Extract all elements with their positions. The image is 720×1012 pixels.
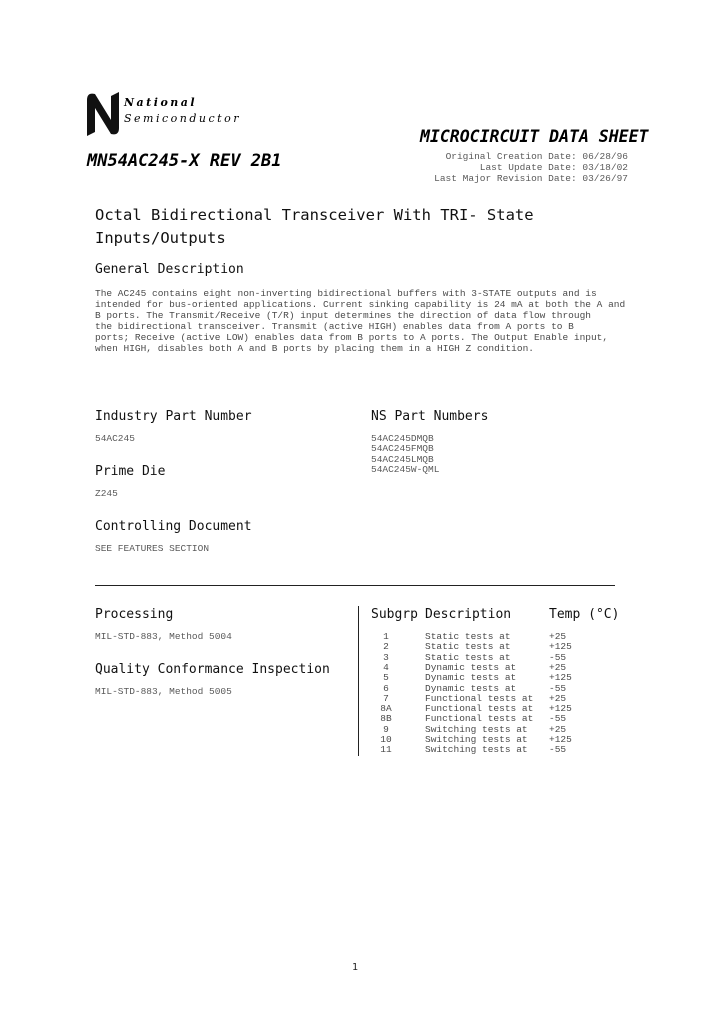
controlling-document-value: SEE FEATURES SECTION: [95, 543, 210, 554]
description-cell: Dynamic tests at: [425, 682, 517, 694]
temp-cell: +125: [549, 672, 572, 684]
temp-cell: -55: [549, 713, 567, 725]
subgroup-cell: 1: [383, 631, 389, 642]
controlling-document-heading: Controlling Document: [95, 519, 252, 534]
description-column-header: Description: [425, 607, 512, 622]
description-cell: Switching tests at: [425, 723, 528, 735]
general-description-line: intended for bus-oriented applications. Current sinking capability is 24 mA at both the A and: [95, 299, 626, 310]
description-cell: Functional tests at: [425, 713, 534, 725]
description-cell: Functional tests at: [425, 692, 534, 704]
section-divider: [95, 585, 615, 586]
ns-part-numbers-list: [371, 434, 439, 476]
subgroup-cell: 3: [383, 651, 389, 663]
ns-part-number: 54AC245LMQB: [371, 453, 434, 465]
subgroup-cell: 5: [383, 672, 389, 684]
temp-cell: +125: [549, 703, 572, 715]
temp-cell: +25: [549, 723, 567, 735]
description-cell: Static tests at: [425, 631, 511, 642]
document-title-line2: Inputs/Outputs: [95, 229, 226, 247]
temp-column-header: Temp (°C): [549, 607, 620, 622]
description-cell: Static tests at: [425, 641, 511, 653]
national-semiconductor-logo: [84, 90, 244, 142]
description-cell: Functional tests at: [425, 703, 534, 715]
last-major-revision-date: Last Major Revision Date: 03/26/97: [434, 173, 628, 184]
temp-cell: +25: [549, 692, 567, 704]
subgroup-cell: 6: [383, 682, 389, 694]
temp-cell: +125: [549, 734, 572, 745]
temp-cell: +125: [549, 641, 572, 653]
description-cell: Static tests at: [425, 651, 511, 663]
description-cell: Switching tests at: [425, 744, 528, 756]
quality-conformance-heading: Quality Conformance Inspection: [95, 662, 330, 677]
part-title: MN54AC245-X REV 2B1: [87, 151, 282, 171]
subgroup-cell: 8B: [380, 713, 392, 725]
processing-value: MIL-STD-883, Method 5004: [95, 631, 232, 642]
document-title: [95, 204, 534, 250]
general-description-heading: General Description: [95, 262, 244, 277]
general-description-line: The AC245 contains eight non-inverting bidirectional buffers with 3-STATE outputs and is: [95, 288, 597, 299]
prime-die-value: Z245: [95, 488, 118, 499]
subgroup-cell: 4: [383, 661, 389, 673]
subgroup-cell: 7: [383, 692, 389, 704]
subgroup-cell: 8A: [380, 703, 392, 715]
general-description-line: B ports. The Transmit/Receive (T/R) input determines the direction of data flow through: [95, 310, 591, 321]
original-creation-date: Original Creation Date: 06/28/96: [445, 151, 628, 162]
subgrp-column-header: Subgrp: [371, 607, 418, 622]
industry-part-number-heading: Industry Part Number: [95, 409, 252, 424]
quality-conformance-value: MIL-STD-883, Method 5005: [95, 686, 232, 697]
description-cell: Dynamic tests at: [425, 661, 517, 673]
industry-part-number-value: 54AC245: [95, 433, 135, 444]
temp-cell: -55: [549, 682, 567, 694]
general-description-line: when HIGH, disables both A and B ports by placing them in a HIGH Z condition.: [95, 343, 534, 354]
processing-heading: Processing: [95, 607, 174, 622]
general-description-line: the bidirectional transceiver. Transmit (active HIGH) enables data from A ports to B: [95, 321, 574, 332]
subgroup-cell: 10: [380, 734, 392, 745]
prime-die-heading: Prime Die: [95, 464, 166, 479]
sheet-title: MICROCIRCUIT DATA SHEET: [420, 127, 649, 146]
logo-wordmark-line2: Semiconductor: [124, 112, 241, 125]
temp-cell: -55: [549, 744, 567, 756]
subgroup-cell: 9: [383, 723, 389, 735]
document-title-line1: Octal Bidirectional Transceiver With TRI- State: [95, 206, 534, 224]
ns-part-number: 54AC245W-QML: [371, 464, 440, 476]
description-cell: Switching tests at: [425, 734, 528, 745]
table-vertical-rule: [358, 606, 359, 756]
temp-cell: -55: [549, 651, 567, 663]
temp-cell: +25: [549, 661, 567, 673]
ns-part-numbers-heading: NS Part Numbers: [371, 409, 489, 424]
subgroup-cell: 11: [380, 744, 392, 756]
last-update-date: Last Update Date: 03/18/02: [479, 162, 628, 173]
national-logo-icon: [84, 90, 122, 138]
description-cell: Dynamic tests at: [425, 672, 517, 684]
general-description-line: ports; Receive (active LOW) enables data from B ports to A ports. The Output Enable input,: [95, 332, 609, 343]
subgroup-cell: 2: [383, 641, 389, 653]
general-description-text: [95, 288, 626, 354]
page-number: 1: [352, 962, 359, 973]
logo-wordmark-line1: National: [124, 96, 198, 109]
ns-part-number: 54AC245DMQB: [371, 433, 434, 444]
temp-cell: +25: [549, 631, 567, 642]
ns-part-number: 54AC245FMQB: [371, 443, 434, 455]
